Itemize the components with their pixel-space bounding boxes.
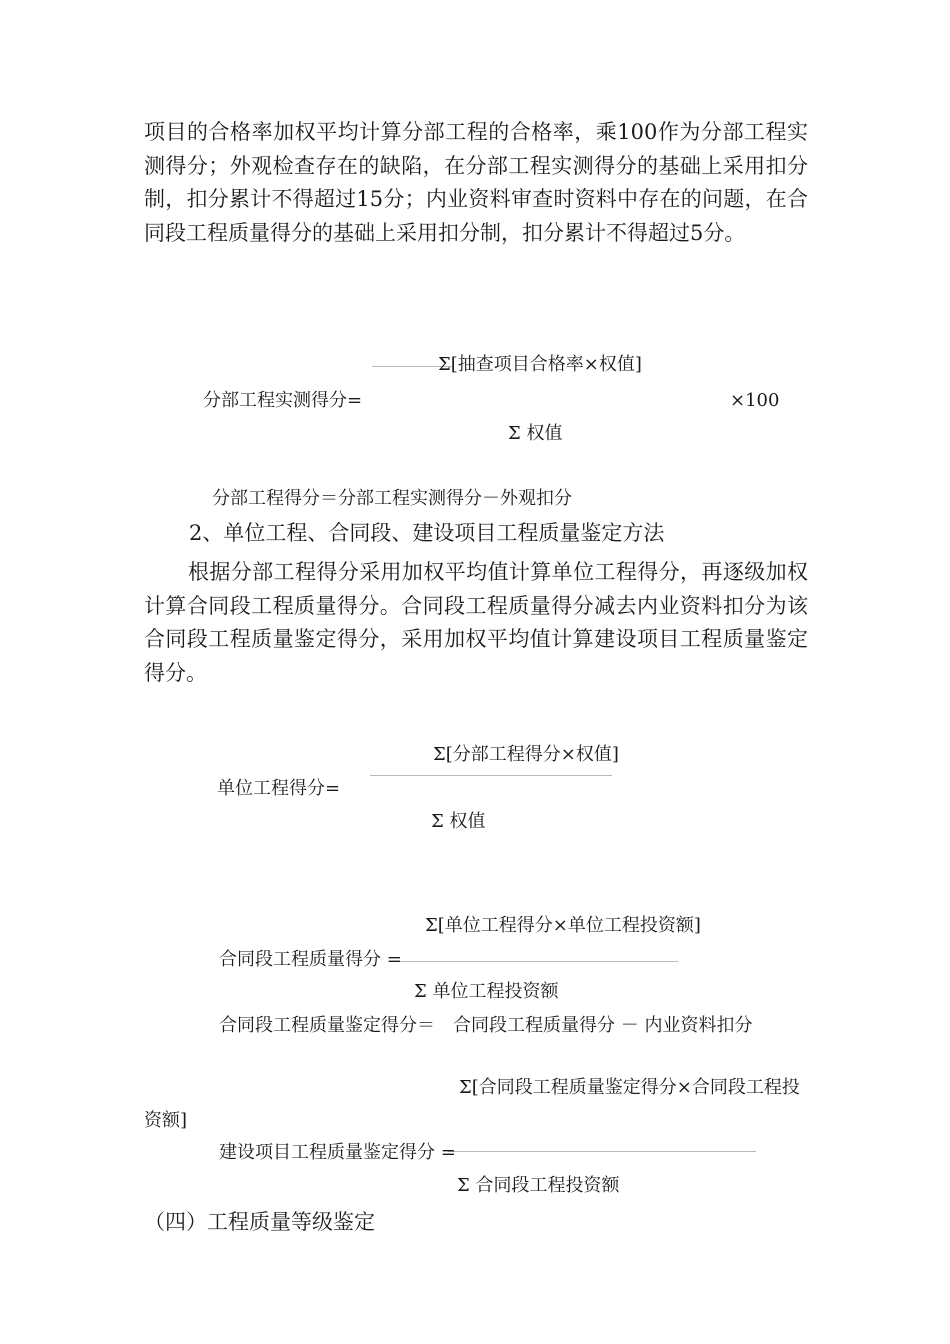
formula-denominator: Σ 权值 bbox=[431, 811, 486, 832]
formula-multiplier: ×100 bbox=[730, 390, 780, 411]
paragraph-method: 根据分部工程得分采用加权平均值计算单位工程得分，再逐级加权计算合同段工程质量得分。合同段工程质量得分减去内业资料扣分为该合同段工程质量鉴定得分，采用加权平均值计算建设项目工程质量鉴定得分。 bbox=[144, 560, 808, 685]
formula-denominator: Σ 权值 bbox=[508, 423, 563, 444]
formula-numerator: Σ[分部工程得分×权值] bbox=[433, 744, 619, 765]
formula-lhs: 建设项目工程质量鉴定得分 = bbox=[219, 1142, 456, 1163]
paragraph-scoring-rules: 项目的合格率加权平均计算分部工程的合格率，乘100作为分部工程实测得分；外观检查存在的缺陷，在分部工程实测得分的基础上采用扣分制，扣分累计不得超过15分；内业资料审查时资料中存在的问题，在合同段工程质量得分的基础上采用扣分制，扣分累计不得超过5分。 bbox=[144, 120, 808, 245]
formula-lhs: 分部工程实测得分= bbox=[203, 390, 363, 411]
fraction-bar bbox=[370, 775, 612, 776]
formula-denominator: Σ 单位工程投资额 bbox=[414, 981, 559, 1002]
formula-contract-appraisal: 合同段工程质量鉴定得分＝ 合同段工程质量得分 － 内业资料扣分 bbox=[219, 1015, 753, 1036]
fraction-bar bbox=[448, 1151, 756, 1152]
formula-lhs: 单位工程得分= bbox=[217, 778, 341, 799]
section-heading: 2、单位工程、合同段、建设项目工程质量鉴定方法 bbox=[189, 521, 665, 545]
formula-numerator: Σ[抽查项目合格率×权值] bbox=[438, 354, 642, 375]
formula-numerator-continued: 资额] bbox=[144, 1110, 188, 1131]
formula-denominator: Σ 合同段工程投资额 bbox=[457, 1175, 620, 1196]
section-heading: （四）工程质量等级鉴定 bbox=[144, 1210, 375, 1234]
formula-lhs: 合同段工程质量得分 = bbox=[219, 949, 402, 970]
formula-section-score: 分部工程得分＝分部工程实测得分－外观扣分 bbox=[212, 488, 572, 509]
formula-numerator: Σ[单位工程得分×单位工程投资额] bbox=[425, 915, 701, 936]
formula-numerator: Σ[合同段工程质量鉴定得分×合同段工程投 bbox=[459, 1077, 800, 1098]
fraction-bar bbox=[400, 961, 678, 962]
